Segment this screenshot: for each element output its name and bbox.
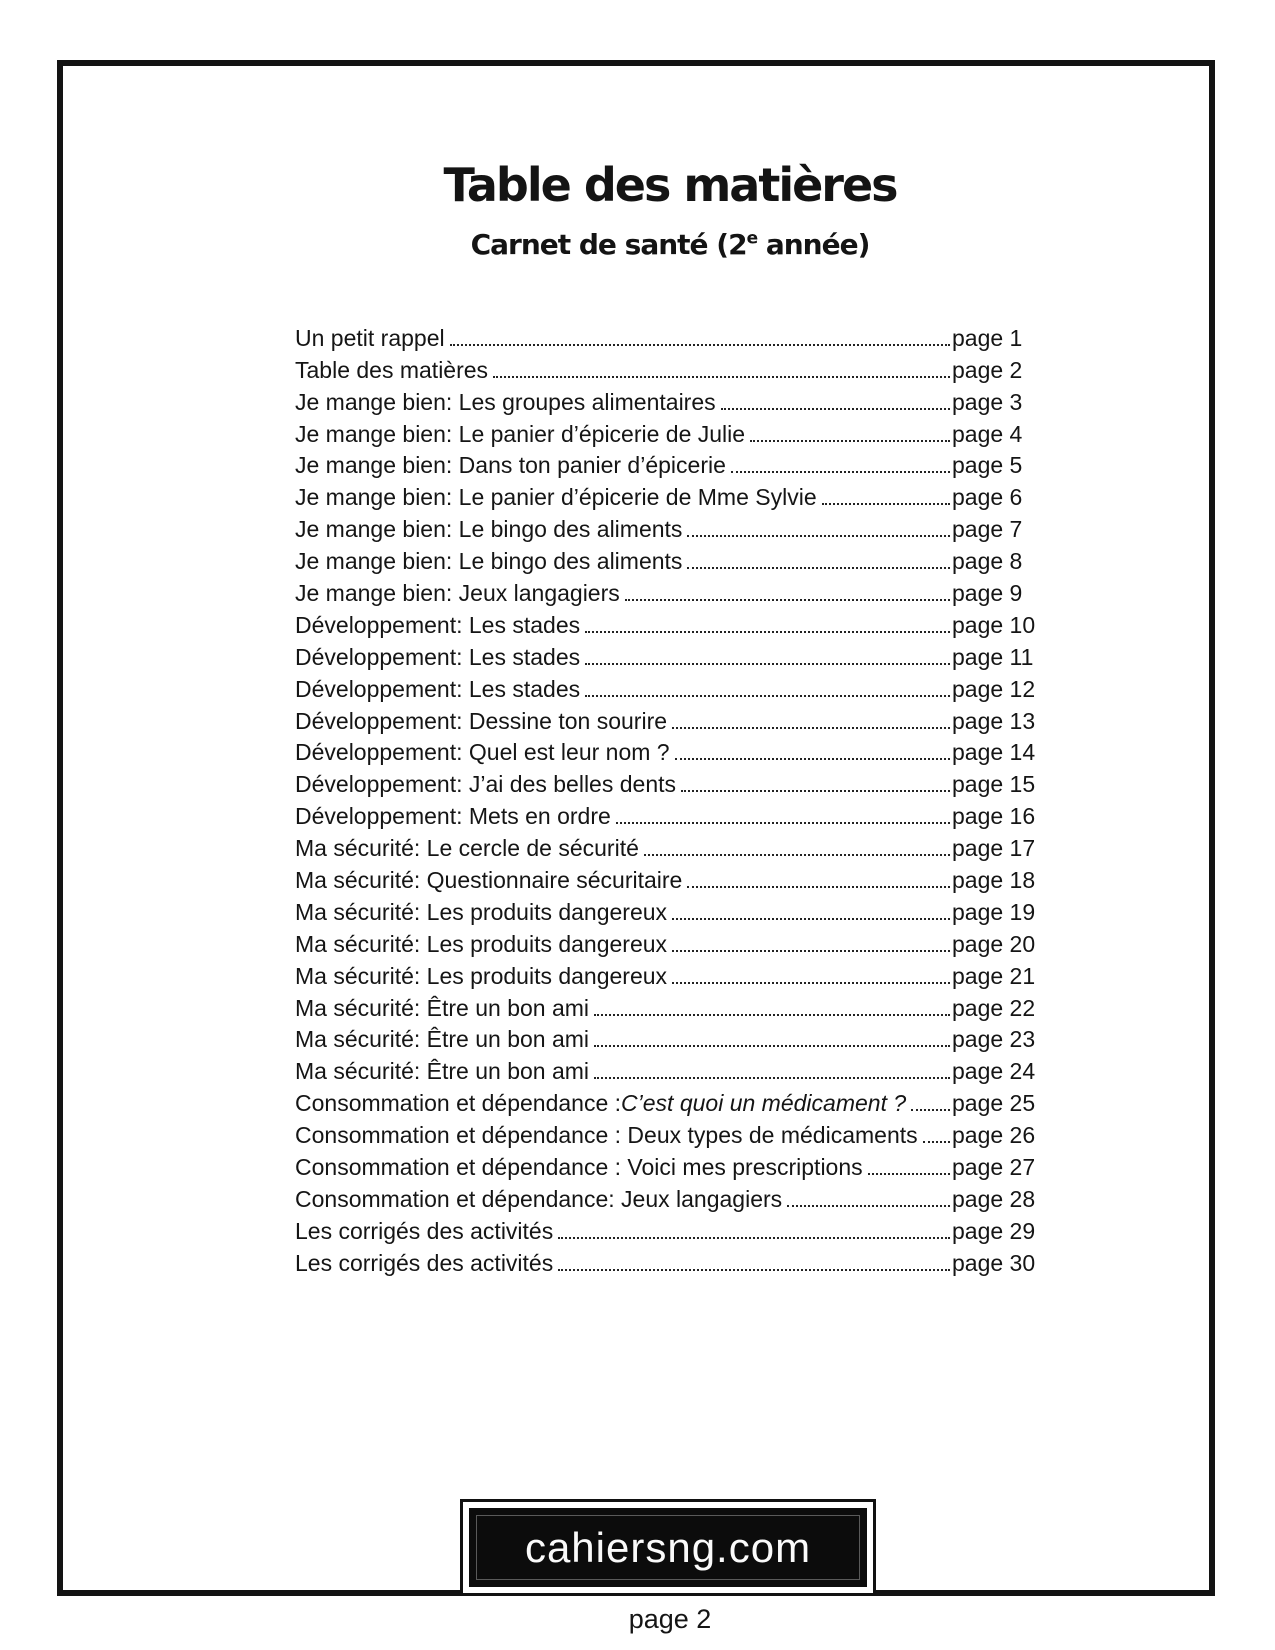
toc-entry-label: Développement: Les stades [295, 675, 581, 702]
dotted-leader [493, 376, 950, 378]
dotted-leader [687, 567, 950, 569]
toc-entry-page: page 11 [952, 643, 1034, 670]
toc-entry-label: Ma sécurité: Le cercle de sécurité [295, 835, 639, 862]
dotted-leader [450, 344, 950, 346]
toc-entry-page: page 29 [952, 1217, 1036, 1244]
toc-entry-page: page 25 [952, 1090, 1036, 1117]
toc-row [295, 1149, 1040, 1181]
toc-row [295, 352, 1040, 384]
dotted-leader [868, 1173, 950, 1175]
subtitle-text-post: année) [757, 228, 870, 261]
toc-entry-label: Je mange bien: Les groupes alimentaires [295, 388, 716, 415]
toc-row [295, 543, 1040, 575]
toc-entry-label: Consommation et dépendance : [295, 1090, 622, 1117]
toc-entry-label: Développement: Les stades [295, 643, 581, 670]
dotted-leader [558, 1269, 950, 1271]
dotted-leader [672, 950, 950, 952]
toc-row [295, 830, 1040, 862]
toc-row [295, 766, 1040, 798]
toc-row [295, 416, 1040, 448]
dotted-leader [594, 1014, 950, 1016]
toc-entry-label: Les corrigés des activités [295, 1217, 554, 1244]
toc-entry-page: page 3 [952, 388, 1023, 415]
toc-entry-page: page 24 [952, 1058, 1036, 1085]
toc-entry-page: page 8 [952, 548, 1023, 575]
toc-entry-label: Développement: J’ai des belles dents [295, 771, 677, 798]
dotted-leader [585, 695, 950, 697]
dotted-leader [731, 471, 950, 473]
website-badge [460, 1499, 876, 1596]
toc-entry-label: Ma sécurité: Questionnaire sécuritaire [295, 867, 683, 894]
subtitle-superscript: e [746, 228, 758, 249]
dotted-leader [721, 408, 950, 410]
toc-row [295, 1022, 1040, 1054]
toc-entry-page: page 1 [952, 324, 1023, 351]
dotted-leader [923, 1141, 950, 1143]
website-badge-panel [469, 1508, 867, 1587]
toc-row [295, 384, 1040, 416]
toc-entry-page: page 20 [952, 930, 1036, 957]
toc-entry-page: page 12 [952, 675, 1036, 702]
toc-entry-label: Consommation et dépendance : Deux types de médicaments [295, 1122, 918, 1149]
toc-entry-label: Je mange bien: Jeux langagiers [295, 580, 620, 607]
page-title: Table des matières [443, 158, 897, 212]
toc-row [295, 448, 1040, 480]
toc-entry-page: page 7 [952, 516, 1023, 543]
toc-entry-page: page 26 [952, 1122, 1036, 1149]
dotted-leader [787, 1205, 950, 1207]
dotted-leader [687, 886, 950, 888]
dotted-leader [687, 535, 950, 537]
toc-entry-label: Ma sécurité: Être un bon ami [295, 994, 590, 1021]
toc-entry-page: page 4 [952, 420, 1023, 447]
toc-entry-page: page 13 [952, 707, 1036, 734]
toc-row [295, 479, 1040, 511]
toc-entry-label: Ma sécurité: Les produits dangereux [295, 962, 668, 989]
toc-entry-page: page 14 [952, 739, 1036, 766]
dotted-leader [558, 1237, 950, 1239]
toc-row [295, 1245, 1040, 1277]
toc-row [295, 958, 1040, 990]
toc-entry-page: page 5 [952, 452, 1023, 479]
toc-entry-page: page 10 [952, 611, 1036, 638]
toc-entry-label: Les corrigés des activités [295, 1249, 554, 1276]
toc-row [295, 735, 1040, 767]
toc-entry-label-italic: C’est quoi un médicament ? [621, 1090, 907, 1117]
toc-entry-page: page 30 [952, 1249, 1036, 1276]
dotted-leader [585, 663, 950, 665]
dotted-leader [625, 599, 950, 601]
dotted-leader [594, 1045, 950, 1047]
page-border [57, 60, 1215, 1634]
toc-entry-label: Consommation et dépendance : Voici mes prescriptions [295, 1154, 863, 1181]
toc-row [295, 990, 1040, 1022]
toc-entry-label: Je mange bien: Le panier d’épicerie de Mme Sylvie [295, 484, 817, 511]
toc-row [295, 926, 1040, 958]
toc-row [295, 1213, 1040, 1245]
dotted-leader [585, 631, 950, 633]
toc-entry-label: Je mange bien: Dans ton panier d’épicerie [295, 452, 726, 479]
toc-entry-label: Développement: Mets en ordre [295, 803, 611, 830]
toc-entry-label: Consommation et dépendance: Jeux langagiers [295, 1185, 783, 1212]
toc-row [295, 1181, 1040, 1213]
dotted-leader [672, 918, 950, 920]
dotted-leader [750, 440, 950, 442]
toc-entry-label: Développement: Quel est leur nom ? [295, 739, 670, 766]
toc-entry-page: page 17 [952, 835, 1036, 862]
toc-row [295, 671, 1040, 703]
dotted-leader [681, 790, 950, 792]
toc-entry-label: Je mange bien: Le panier d’épicerie de Julie [295, 420, 746, 447]
dotted-leader [672, 727, 950, 729]
toc-row [295, 320, 1040, 352]
toc-entry-page: page 19 [952, 898, 1036, 925]
toc-row [295, 703, 1040, 735]
toc-entry-label: Un petit rappel [295, 324, 445, 351]
toc-row [295, 511, 1040, 543]
toc-row [295, 1117, 1040, 1149]
toc-entry-page: page 21 [952, 962, 1036, 989]
dotted-leader [644, 854, 950, 856]
toc-entry-label: Table des matières [295, 356, 489, 383]
toc-entry-page: page 9 [952, 580, 1023, 607]
page-number: page 2 [628, 1604, 712, 1634]
dotted-leader [911, 1109, 950, 1111]
toc-entry-page: page 16 [952, 803, 1036, 830]
toc-entry-label: Ma sécurité: Être un bon ami [295, 1026, 590, 1053]
toc-entry-label: Je mange bien: Le bingo des aliments [295, 516, 683, 543]
page-subtitle [120, 228, 1220, 261]
toc-entry-page: page 27 [952, 1154, 1036, 1181]
toc-entry-label: Ma sécurité: Être un bon ami [295, 1058, 590, 1085]
toc-row [295, 1053, 1040, 1085]
dotted-leader [672, 982, 950, 984]
toc-row [295, 639, 1040, 671]
website-url: cahiersng.com [524, 1523, 812, 1571]
toc-entry-label: Ma sécurité: Les produits dangereux [295, 898, 668, 925]
toc-entry-page: page 6 [952, 484, 1023, 511]
toc-entry-page: page 15 [952, 771, 1036, 798]
toc-entry-label: Développement: Les stades [295, 611, 581, 638]
dotted-leader [616, 822, 950, 824]
toc-entry-label: Développement: Dessine ton sourire [295, 707, 668, 734]
toc-entry-page: page 28 [952, 1185, 1036, 1212]
subtitle-text-pre: Carnet de santé (2 [470, 228, 747, 261]
toc-entry-page: page 23 [952, 1026, 1036, 1053]
toc-row [295, 894, 1040, 926]
table-of-contents [295, 320, 1040, 1277]
dotted-leader [594, 1077, 950, 1079]
toc-entry-page: page 2 [952, 356, 1023, 383]
toc-row [295, 607, 1040, 639]
dotted-leader [822, 503, 950, 505]
toc-entry-page: page 22 [952, 994, 1036, 1021]
toc-entry-label: Je mange bien: Le bingo des aliments [295, 548, 683, 575]
toc-entry-label: Ma sécurité: Les produits dangereux [295, 930, 668, 957]
toc-row [295, 862, 1040, 894]
toc-entry-page: page 18 [952, 867, 1036, 894]
toc-row [295, 575, 1040, 607]
toc-row [295, 1085, 1040, 1117]
dotted-leader [675, 758, 950, 760]
toc-row [295, 798, 1040, 830]
